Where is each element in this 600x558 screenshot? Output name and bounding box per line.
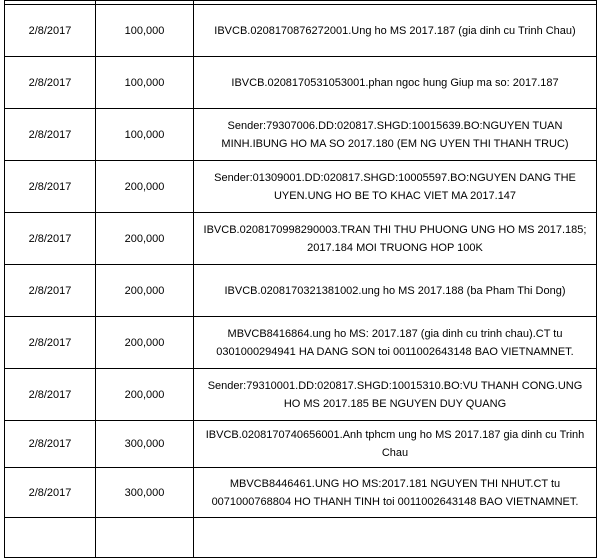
description-cell: MBVCB8446461.UNG HO MS:2017.181 NGUYEN THI NHUT.CT tu 0071000768804 HO THANH TINH toi 0011002643148 BAO VIETNAMNET. (194, 468, 597, 518)
partial-cell (96, 518, 194, 558)
amount-cell: 300,000 (96, 468, 194, 518)
table-row (5, 57, 597, 109)
amount-cell: 100,000 (96, 57, 194, 109)
partial-row-bottom (5, 518, 597, 558)
donation-table-body (5, 1, 597, 518)
amount-cell: 100,000 (96, 5, 194, 57)
table-row (5, 109, 597, 161)
amount-cell: 200,000 (96, 161, 194, 213)
description-cell: IBVCB.0208170740656001.Anh tphcm ung ho MS 2017.187 gia dinh cu Trinh Chau (194, 421, 597, 468)
description-cell: MBVCB8416864.ung ho MS: 2017.187 (gia dinh cu trinh chau).CT tu 0301000294941 HA DANG SON toi 0011002643148 BAO VIETNAMNET. (194, 317, 597, 369)
partial-cell (194, 518, 597, 558)
date-cell: 2/8/2017 (5, 421, 96, 468)
date-cell: 2/8/2017 (5, 57, 96, 109)
description-cell: IBVCB.0208170531053001.phan ngoc hung Giup ma so: 2017.187 (194, 57, 597, 109)
partial-cell (5, 518, 96, 558)
table-row (5, 317, 597, 369)
description-cell: Sender:79307006.DD:020817.SHGD:10015639.BO:NGUYEN TUAN MINH.IBUNG HO MA SO 2017.180 (EM NG UYEN THI THANH TRUC) (194, 109, 597, 161)
table-row (5, 213, 597, 265)
date-cell: 2/8/2017 (5, 265, 96, 317)
amount-cell: 200,000 (96, 265, 194, 317)
amount-cell: 300,000 (96, 421, 194, 468)
amount-cell: 200,000 (96, 317, 194, 369)
date-cell: 2/8/2017 (5, 213, 96, 265)
table-row (5, 369, 597, 421)
date-cell: 2/8/2017 (5, 369, 96, 421)
date-cell: 2/8/2017 (5, 109, 96, 161)
amount-cell: 100,000 (96, 109, 194, 161)
table-row (5, 421, 597, 468)
table-row (5, 161, 597, 213)
table-row (5, 265, 597, 317)
description-cell: IBVCB.0208170876272001.Ung ho MS 2017.187 (gia dinh cu Trinh Chau) (194, 5, 597, 57)
description-cell: Sender:79310001.DD:020817.SHGD:10015310.BO:VU THANH CONG.UNG HO MS 2017.185 BE NGUYEN DUY QUANG (194, 369, 597, 421)
amount-cell: 200,000 (96, 213, 194, 265)
amount-cell: 200,000 (96, 369, 194, 421)
description-cell: IBVCB.0208170998290003.TRAN THI THU PHUONG UNG HO MS 2017.185; 2017.184 MOI TRUONG HOP 100K (194, 213, 597, 265)
date-cell: 2/8/2017 (5, 5, 96, 57)
date-cell: 2/8/2017 (5, 317, 96, 369)
date-cell: 2/8/2017 (5, 468, 96, 518)
description-cell: IBVCB.0208170321381002.ung ho MS 2017.188 (ba Pham Thi Dong) (194, 265, 597, 317)
table-row (5, 5, 597, 57)
table-row (5, 468, 597, 518)
date-cell: 2/8/2017 (5, 161, 96, 213)
description-cell: Sender:01309001.DD:020817.SHGD:10005597.BO:NGUYEN DANG THE UYEN.UNG HO BE TO KHAC VIET MA 2017.147 (194, 161, 597, 213)
donation-table (4, 0, 597, 558)
